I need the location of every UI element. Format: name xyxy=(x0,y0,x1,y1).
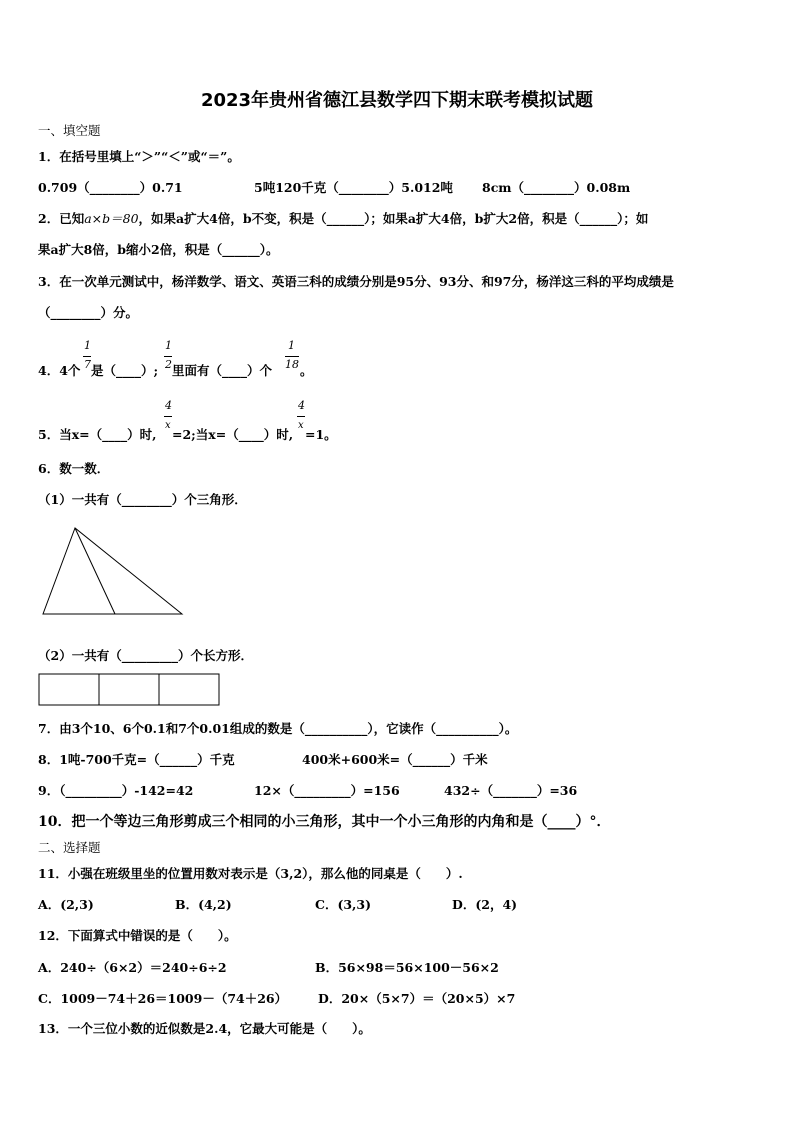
question-5-fraction-1-denominator: x xyxy=(165,420,171,431)
outer-triangle xyxy=(43,528,182,614)
question-5-part-2: =2;当x=（____）时, xyxy=(172,427,294,442)
question-11-option-c: C．(3,3) xyxy=(315,897,372,912)
question-3-line-2: （________）分。 xyxy=(38,305,139,320)
question-11-option-d: D．(2，4) xyxy=(452,897,518,912)
question-9-part-c: 432÷（_______）=36 xyxy=(444,783,578,798)
question-2-prefix: 2．已知 xyxy=(38,211,85,226)
question-3-line-1: 3．在一次单元测试中，杨洋数学、语文、英语三科的成绩分别是95分、93分、和97分，杨洋这三科的平均成绩是 xyxy=(38,274,674,289)
question-4-fraction-1-bar xyxy=(83,356,91,357)
question-4-part-1: 4．4个 xyxy=(38,363,81,378)
question-13: 13．一个三位小数的近似数是2.4，它最大可能是（ ）。 xyxy=(38,1021,371,1036)
question-1-part-c: 8cm（________）0.08m xyxy=(482,180,631,195)
question-5-part-1: 5．当x=（____）时, xyxy=(38,427,157,442)
question-4-part-4: 。 xyxy=(300,363,313,378)
question-12-option-c: C．1009－74＋26＝1009－（74＋26） xyxy=(38,991,288,1006)
section-heading-fill-in: 一、填空题 xyxy=(38,123,101,138)
question-2-line-1-rest: ，如果a扩大4倍，b不变，积是（______）；如果a扩大4倍，b扩大2倍，积是（______）；如 xyxy=(138,211,649,226)
question-4-fraction-1-numerator: 1 xyxy=(84,339,91,352)
question-12-option-b: B．56×98＝56×100－56×2 xyxy=(315,960,499,975)
question-9-part-a: 9．（_________）-142=42 xyxy=(38,783,194,798)
question-5-fraction-2-numerator: 4 xyxy=(298,399,305,412)
question-6-stem: 6．数一数． xyxy=(38,461,110,476)
question-4-fraction-3-bar xyxy=(285,356,299,357)
question-6-sub-2: （2）一共有（_________）个长方形． xyxy=(38,648,253,663)
question-5-part-3: =1。 xyxy=(305,427,337,442)
question-5-fraction-2-denominator: x xyxy=(298,420,304,431)
question-2-formula: a×b＝80 xyxy=(84,211,139,226)
question-5-fraction-2-bar xyxy=(297,416,305,417)
question-4-part-3: 里面有（____）个 xyxy=(172,363,273,378)
question-4-fraction-2-bar xyxy=(164,356,172,357)
question-12-option-d: D．20×（5×7）＝（20×5）×7 xyxy=(318,991,516,1006)
triangle-figure xyxy=(40,525,190,617)
question-2-line-1 xyxy=(38,209,648,227)
question-1-part-b: 5吨120千克（________）5.012吨 xyxy=(254,180,453,195)
question-4-part-2: 是（____）; xyxy=(91,363,159,378)
question-9-part-b: 12×（_________）=156 xyxy=(254,783,400,798)
page-title: 2023年贵州省德江县数学四下期末联考模拟试题 xyxy=(200,90,594,111)
section-heading-multiple-choice: 二、选择题 xyxy=(38,840,101,855)
question-12-stem: 12．下面算式中错误的是（ ）。 xyxy=(38,928,237,943)
question-7: 7．由3个10、6个0.1和7个0.01组成的数是（__________），它读作（__________）。 xyxy=(38,721,518,736)
outer-rectangle xyxy=(39,674,219,705)
question-12-option-a: A．240÷（6×2）＝240÷6÷2 xyxy=(38,960,227,975)
triangle-dividing-line xyxy=(75,528,115,614)
question-1-stem: 1．在括号里填上“＞”“＜”或“＝”。 xyxy=(38,149,240,164)
question-2-line-2: 果a扩大8倍，b缩小2倍，积是（______）。 xyxy=(38,242,279,257)
question-4-fraction-2-numerator: 1 xyxy=(165,339,172,352)
question-6-sub-1: （1）一共有（________）个三角形． xyxy=(38,492,247,507)
question-5-fraction-1-numerator: 4 xyxy=(165,399,172,412)
question-11-stem: 11．小强在班级里坐的位置用数对表示是（3,2），那么他的同桌是（ ）. xyxy=(38,866,463,881)
question-11-option-a: A．(2,3) xyxy=(38,897,94,912)
question-8-part-b: 400米+600米=（______）千米 xyxy=(302,752,488,767)
question-4-fraction-1-denominator: 7 xyxy=(84,358,91,371)
question-4-fraction-3-numerator: 1 xyxy=(288,339,295,352)
question-4-fraction-2-denominator: 2 xyxy=(165,358,172,371)
question-11-option-b: B．(4,2) xyxy=(175,897,232,912)
question-8-part-a: 8．1吨-700千克=（______）千克 xyxy=(38,752,235,767)
question-4-fraction-3-denominator: 18 xyxy=(285,358,299,371)
rectangle-figure xyxy=(38,673,222,707)
question-5-fraction-1-bar xyxy=(164,416,172,417)
question-10: 10．把一个等边三角形剪成三个相同的小三角形，其中一个小三角形的内角和是（____）°． xyxy=(38,814,611,830)
question-1-part-a: 0.709（________）0.71 xyxy=(38,180,183,195)
